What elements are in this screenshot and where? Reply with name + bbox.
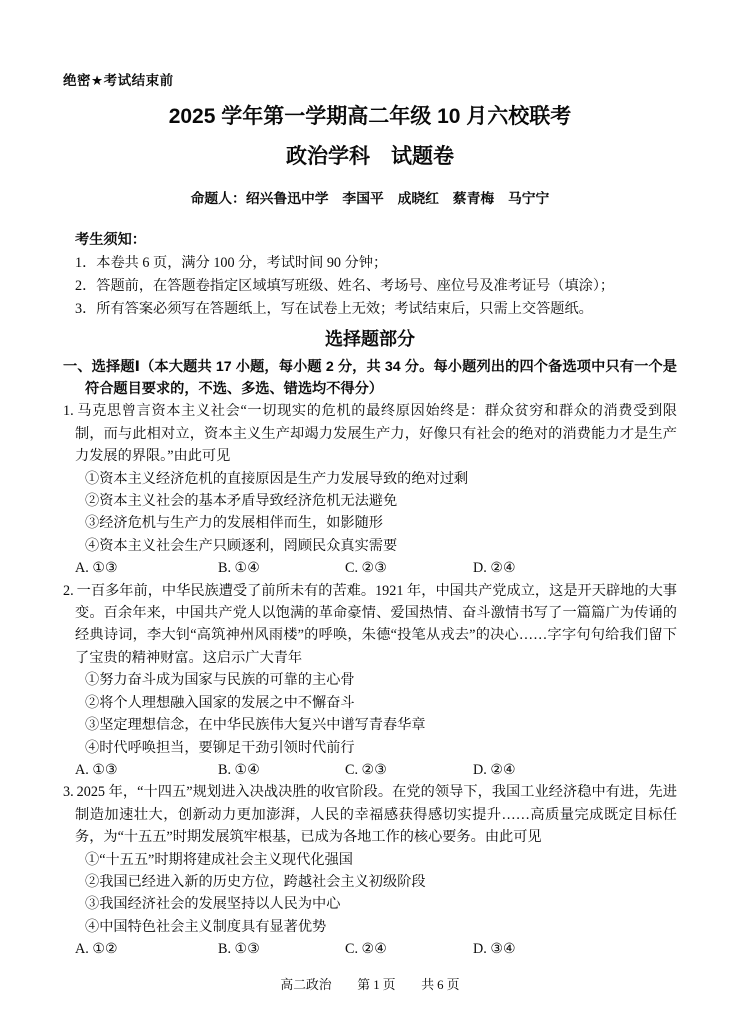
question-2-stem-text: 一百多年前，中华民族遭受了前所未有的苦难。1921 年，中国共产党成立，这是开天辟地的大事变。百余年来，中国共产党人以饱满的革命豪情、爱国热情、奋斗激情书写了一篇篇广为传诵的经典诗词，李大钊“高筑神州风雨楼”的呼唤，朱德“投笔从戎去”的决心……字字句句给我们留下了宝贵的精神财富。这启示广大青年 bbox=[75, 582, 677, 666]
question-1-stem bbox=[63, 400, 677, 467]
section-one-instruction: 一、选择题Ⅰ（本大题共 17 小题，每小题 2 分，共 34 分。每小题列出的四个备选项中只有一个是符合题目要求的，不选、多选、错选均不得分） bbox=[63, 358, 677, 398]
question-1-option-a: A. ①③ bbox=[75, 560, 118, 577]
question-1-statement-4: ④资本主义社会生产只顾逐利，罔顾民众真实需要 bbox=[85, 537, 398, 554]
question-2-option-b: B. ①④ bbox=[218, 761, 260, 778]
question-2-stem bbox=[63, 580, 677, 670]
question-2-statement-3: ③坚定理想信念，在中华民族伟大复兴中谱写青春华章 bbox=[85, 717, 426, 734]
question-2-option-a: A. ①③ bbox=[75, 761, 118, 778]
secrecy-label: 绝密★考试结束前 bbox=[63, 73, 174, 88]
question-1 bbox=[63, 400, 677, 579]
question-2-option-d: D. ②④ bbox=[473, 761, 516, 778]
question-3-options-row bbox=[75, 938, 677, 960]
exam-title: 2025 学年第一学期高二年级 10 月六校联考 bbox=[168, 105, 572, 128]
question-2-number: 2. bbox=[63, 582, 74, 599]
question-3-statement-3: ③我国经济社会的发展坚持以人民为中心 bbox=[85, 896, 341, 913]
question-2-options-row bbox=[75, 759, 677, 781]
question-1-statement-2: ②资本主义社会的基本矛盾导致经济危机无法避免 bbox=[85, 493, 398, 510]
page-footer: 高二政治 第 1 页 共 6 页 bbox=[280, 977, 460, 992]
exam-authors-line: 命题人：绍兴鲁迅中学 李国平 成晓红 蔡青梅 马宁宁 bbox=[190, 191, 550, 206]
question-3-stem-text: 2025 年，“十四五”规划进入决战决胜的收官阶段。在党的领导下，我国工业经济稳中有进，先进制造加速壮大，创新动力更加澎湃，人民的幸福感获得感切实提升……高质量完成既定目标任务，为“十五五”时期发展筑牢根基，已成为各地工作的核心要务。由此可见 bbox=[75, 784, 677, 846]
question-1-option-d: D. ②④ bbox=[473, 560, 516, 577]
notice-heading: 考生须知： bbox=[75, 232, 146, 248]
question-2 bbox=[63, 580, 677, 782]
candidate-notice-section bbox=[63, 229, 677, 322]
question-3-option-b: B. ①③ bbox=[218, 941, 260, 958]
question-3-option-d: D. ③④ bbox=[473, 941, 516, 958]
question-2-statement-1: ①努力奋斗成为国家与民族的可靠的主心骨 bbox=[85, 672, 355, 689]
question-1-statement-3: ③经济危机与生产力的发展相伴而生，如影随形 bbox=[85, 515, 383, 532]
question-3-option-c: C. ②④ bbox=[345, 941, 387, 958]
notice-item-1: 1．本卷共 6 页，满分 100 分，考试时间 90 分钟； bbox=[75, 255, 388, 271]
question-2-statement-2: ②将个人理想融入国家的发展之中不懈奋斗 bbox=[85, 694, 355, 711]
question-2-option-c: C. ②③ bbox=[345, 761, 387, 778]
question-2-statement-4: ④时代呼唤担当，要铆足干劲引领时代前行 bbox=[85, 739, 355, 756]
question-3-statement-2: ②我国已经进入新的历史方位，跨越社会主义初级阶段 bbox=[85, 873, 426, 890]
notice-item-2: 2．答题前，在答题卷指定区域填写班级、姓名、考场号、座位号及准考证号（填涂）； bbox=[75, 278, 615, 295]
question-1-number: 1. bbox=[63, 403, 74, 420]
question-3-stem bbox=[63, 781, 677, 848]
question-1-options-row bbox=[75, 557, 677, 579]
question-3-option-a: A. ①② bbox=[75, 941, 118, 958]
question-1-option-b: B. ①④ bbox=[218, 560, 260, 577]
question-1-statement-1: ①资本主义经济危机的直接原因是生产力发展导致的绝对过剩 bbox=[85, 470, 469, 487]
part-title: 选择题部分 bbox=[325, 328, 415, 349]
question-1-option-c: C. ②③ bbox=[345, 560, 387, 577]
question-3-statement-1: ①“十五五”时期将建成社会主义现代化强国 bbox=[85, 851, 353, 868]
exam-subject-title: 政治学科 试题卷 bbox=[286, 145, 454, 168]
question-3-statement-4: ④中国特色社会主义制度具有显著优势 bbox=[85, 918, 327, 935]
question-3-number: 3. bbox=[63, 784, 74, 801]
notice-item-3: 3．所有答案必须写在答题纸上，写在试卷上无效；考试结束后，只需上交答题纸。 bbox=[75, 301, 593, 318]
question-3 bbox=[63, 781, 677, 960]
question-1-stem-text: 马克思曾言资本主义社会“一切现实的危机的最终原因始终是：群众贫穷和群众的消费受到限制，而与此相对立，资本主义生产却竭力发展生产力，好像只有社会的绝对的消费能力才是生产力发展的界限。”由此可见 bbox=[75, 403, 677, 465]
